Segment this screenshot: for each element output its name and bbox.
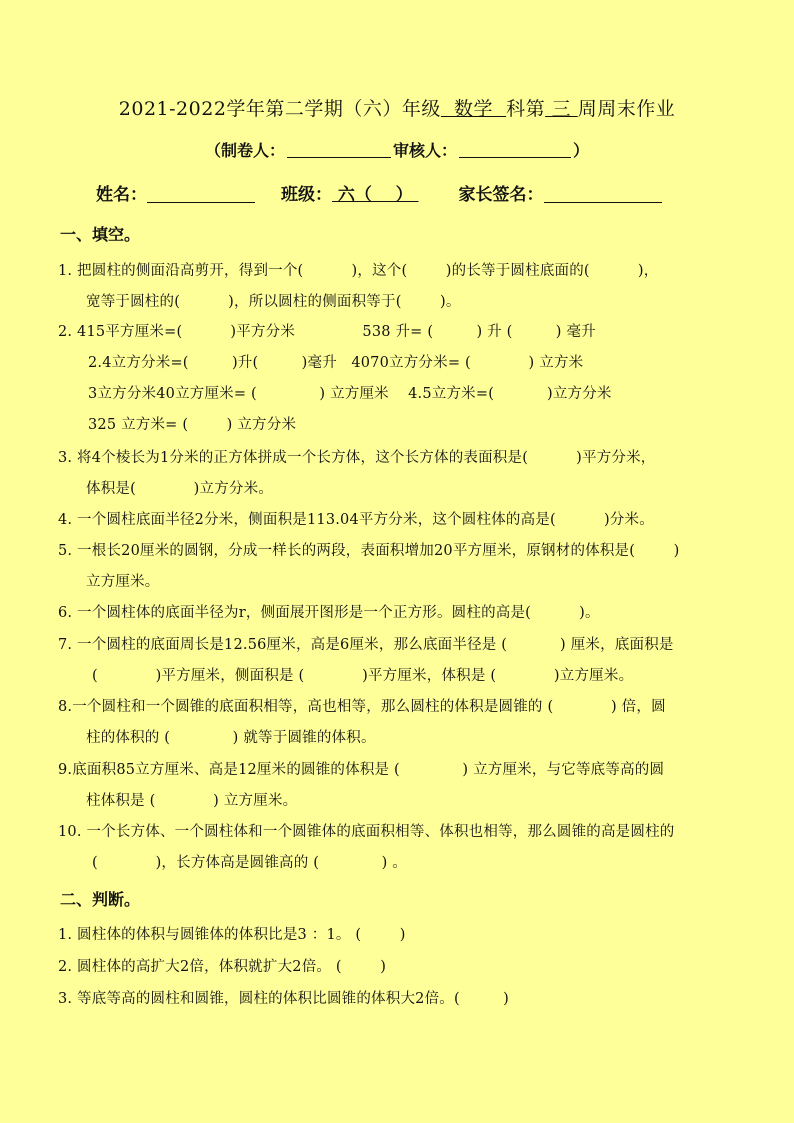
q5-line1: 5. 一根长20厘米的圆钢，分成一样长的两段，表面积增加20平方厘米，原钢材的体积是( ) [58, 543, 680, 559]
section2-heading: 二、判断。 [60, 890, 141, 909]
class-label: 班级： [281, 185, 332, 205]
name-label: 姓名： [96, 185, 147, 205]
q9-line1: 9.底面积85立方厘米、高是12厘米的圆锥的体积是 ( ) 立方厘米，与它等底等高的圆 [58, 762, 665, 778]
q9-line2: 柱体积是 ( ) 立方厘米。 [86, 793, 298, 809]
author-blank[interactable] [287, 141, 391, 158]
judge-q2: 2. 圆柱体的高扩大2倍，体积就扩大2倍。 ( ) [58, 959, 387, 975]
q2-line1: 2. 415平方厘米=( )平方分米 538 升= ( ) 升 ( ) 毫升 [58, 324, 596, 340]
q1-line1: 1. 把圆柱的侧面沿高剪开，得到一个( )，这个( )的长等于圆柱底面的( )， [58, 263, 659, 279]
q6-line: 6. 一个圆柱体的底面半径为r，侧面展开图形是一个正方形。圆柱的高是( )。 [58, 605, 600, 621]
q4-line: 4. 一个圆柱底面半径2分米，侧面积是113.04平方分米，这个圆柱体的高是( )分米。 [58, 512, 654, 528]
section1-heading: 一、填空。 [60, 225, 141, 244]
q10-line1: 10. 一个长方体、一个圆柱体和一个圆锥体的底面积相等、体积也相等，那么圆锥的高是圆柱的 [58, 824, 675, 840]
q1-line2: 宽等于圆柱的( )，所以圆柱的侧面积等于( )。 [86, 294, 461, 310]
student-info-line [96, 180, 662, 205]
q7-line2: ( )平方厘米，侧面积是 ( )平方厘米，体积是 ( )立方厘米。 [92, 668, 634, 684]
parent-signature-label: 家长签名： [458, 185, 544, 205]
reviewer-blank[interactable] [459, 141, 571, 158]
page-title [0, 94, 794, 121]
q10-line2: ( )，长方体高是圆锥高的 ( ) 。 [92, 855, 407, 871]
parent-signature-blank[interactable] [544, 184, 662, 203]
title-week: 三 [545, 98, 578, 120]
q7-line1: 7. 一个圆柱的底面周长是12.56厘米，高是6厘米，那么底面半径是 ( ) 厘米，底面积是 [58, 637, 674, 653]
title-subject: 数学 [440, 98, 507, 120]
q2-line4: 325 立方米= ( ) 立方分米 [88, 417, 297, 433]
q8-line2: 柱的体积的 ( ) 就等于圆锥的体积。 [86, 730, 376, 746]
title-part3: 周周末作业 [577, 98, 676, 120]
title-part2: 科第 [506, 98, 546, 120]
q8-line1: 8.一个圆柱和一个圆锥的底面积相等，高也相等，那么圆柱的体积是圆锥的 ( ) 倍，圆 [58, 699, 666, 715]
author-line [0, 138, 794, 161]
name-blank[interactable] [147, 184, 255, 203]
q3-line2: 体积是( )立方分米。 [86, 481, 274, 497]
author-label: （制卷人： [204, 141, 285, 160]
reviewer-label: 审核人： [392, 141, 457, 160]
q2-line3: 3立方分米40立方厘米= ( ) 立方厘米 4.5立方米=( )立方分米 [88, 386, 612, 402]
judge-q1: 1. 圆柱体的体积与圆锥体的体积比是3 ：1。 ( ) [58, 927, 406, 943]
judge-q3: 3. 等底等高的圆柱和圆锥，圆柱的体积比圆锥的体积大2倍。( ) [58, 991, 509, 1007]
q3-line1: 3. 将4个棱长为1分米的正方体拼成一个长方体，这个长方体的表面积是( )平方分米， [58, 450, 656, 466]
q5-line2: 立方厘米。 [86, 574, 160, 590]
author-line-close: ） [573, 141, 590, 160]
q2-line2: 2.4立方分米=( )升( )毫升 4070立方分米= ( ) 立方米 [88, 355, 584, 371]
class-value[interactable]: 六（ ） [332, 185, 419, 205]
title-part1: 2021-2022学年第二学期（六）年级 [118, 98, 441, 120]
